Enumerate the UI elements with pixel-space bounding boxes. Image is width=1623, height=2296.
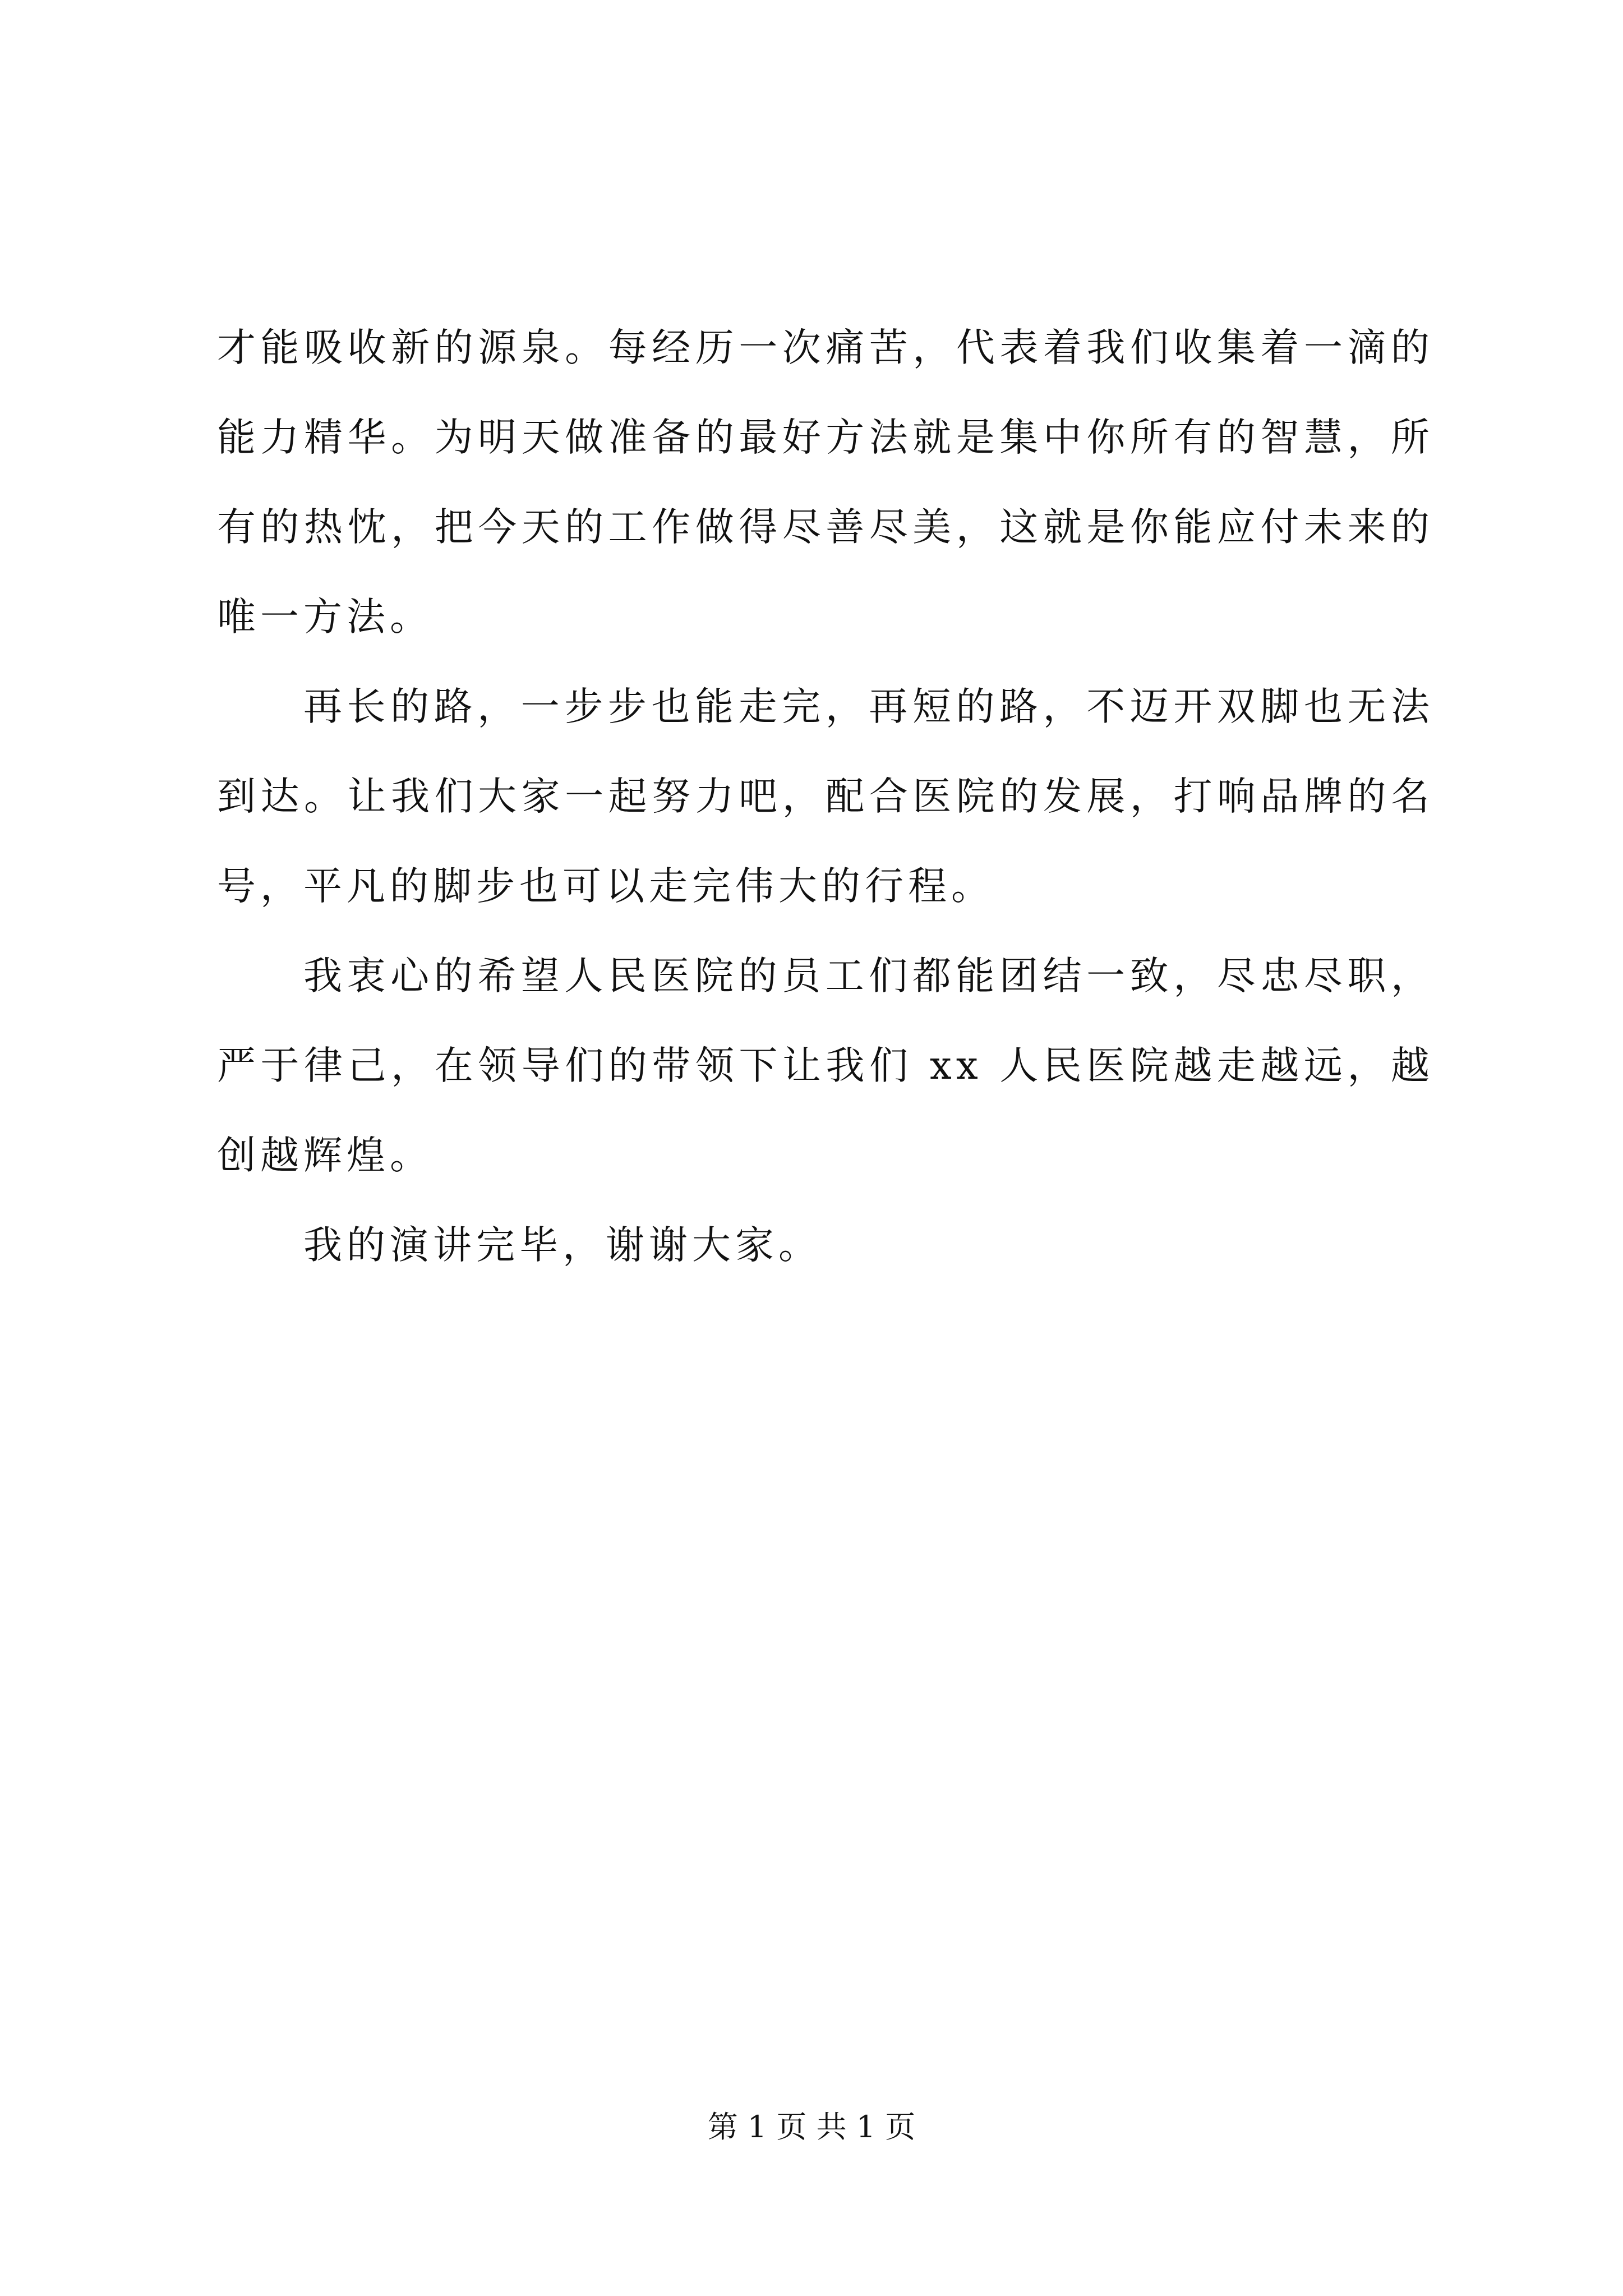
paragraph-1: 才能吸收新的源泉。每经历一次痛苦，代表着我们收集着一滴的能力精华。为明天做准备的最好方法就是集中你所有的智慧，所有的热忱，把今天的工作做得尽善尽美，这就是你能应付未来的唯一方法。: [217, 325, 1434, 639]
page-number-label: 第 1 页 共 1 页: [707, 2109, 916, 2145]
paragraph-3: 我衷心的希望人民医院的员工们都能团结一致，尽忠尽职，严于律己，在领导们的带领下让我们 xx 人民医院越走越远，越创越辉煌。: [217, 954, 1434, 1178]
page-footer: [0, 2105, 1623, 2150]
paragraph-2: 再长的路，一步步也能走完，再短的路，不迈开双脚也无法到达。让我们大家一起努力吧，配合医院的发展，打响品牌的名号，平凡的脚步也可以走完伟大的行程。: [217, 684, 1434, 909]
paragraph-4: 我的演讲完毕，谢谢大家。: [303, 1223, 822, 1268]
document-body: [217, 303, 1434, 1290]
